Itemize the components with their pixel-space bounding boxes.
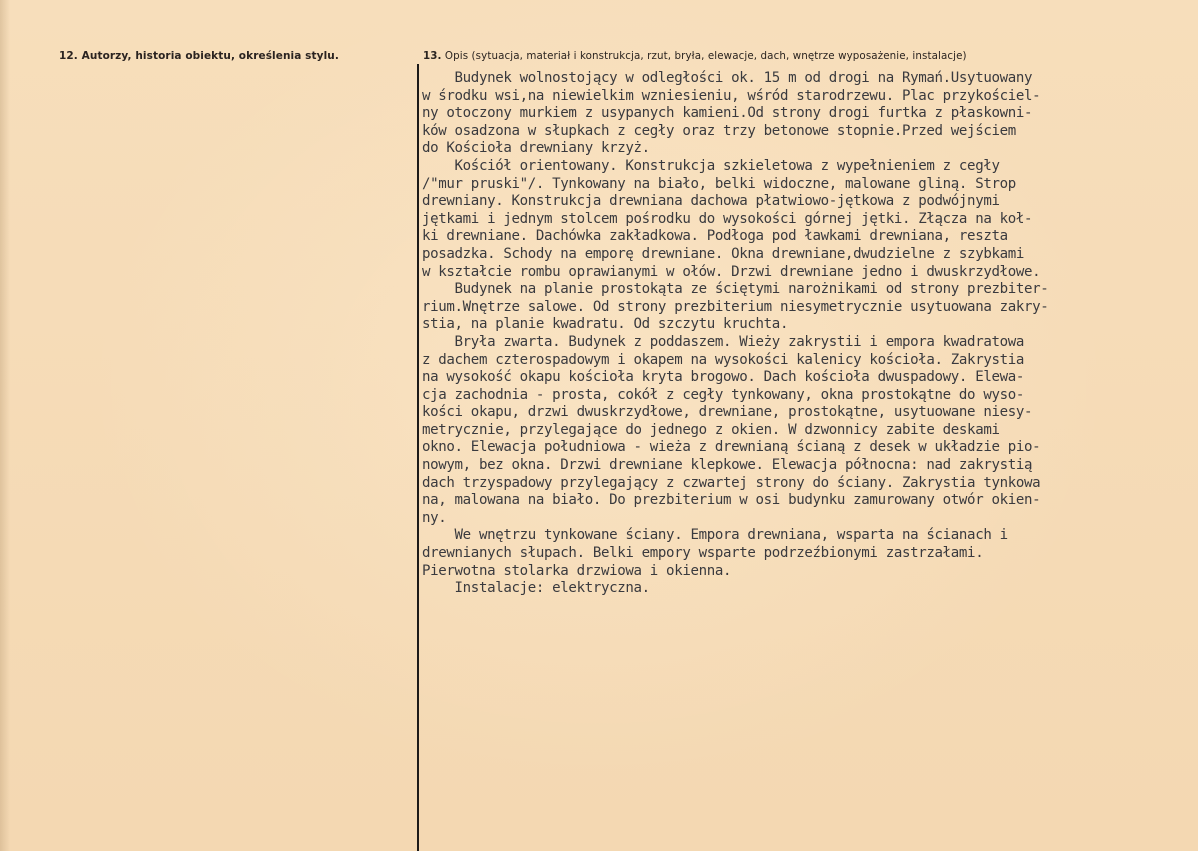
text-line: Kościół orientowany. Konstrukcja szkieletowa z wypełnieniem z cegły — [422, 157, 1000, 174]
text-line: drewnianych słupach. Belki empory wsparte podrzeźbionymi zastrzałami. — [422, 545, 984, 562]
description-text — [422, 70, 1192, 598]
section-13-number: 13. — [423, 50, 442, 62]
text-line: cja zachodnia - prosta, cokół z cegły tynkowany, okna prostokątne do wyso- — [422, 386, 1025, 403]
text-line: dach trzyspadowy przylegający z czwartej strony do ściany. Zakrystia tynkowa — [422, 474, 1041, 491]
paper-edge-shadow — [0, 0, 10, 851]
text-line: Instalacje: elektryczna. — [422, 580, 650, 597]
text-line: Budynek na planie prostokąta ze ściętymi narożnikami od strony prezbiter- — [422, 281, 1049, 298]
text-line: kości okapu, drzwi dwuskrzydłowe, drewniane, prostokątne, usytuowane niesy- — [422, 404, 1033, 421]
text-line: do Kościoła drewniany krzyż. — [422, 140, 650, 157]
text-line: drewniany. Konstrukcja drewniana dachowa płatwiowo-jętkowa z podwójnymi — [422, 193, 1000, 210]
text-line: okno. Elewacja południowa - wieża z drewnianą ścianą z desek w układzie pio- — [422, 439, 1041, 456]
text-line: na, malowana na biało. Do prezbiterium w osi budynku zamurowany otwór okien- — [422, 492, 1041, 509]
text-line: rium.Wnętrze salowe. Od strony prezbiterium niesymetrycznie usytuowana zakry- — [422, 298, 1049, 315]
text-line: metrycznie, przylegające do jednego z okien. W dzwonnicy zabite deskami — [422, 421, 1000, 438]
section-13-heading — [423, 50, 967, 62]
text-line: na wysokość okapu kościoła kryta brogowo. Dach kościoła dwuspadowy. Elewa- — [422, 369, 1025, 386]
column-divider — [417, 64, 419, 851]
text-line: w kształcie rombu oprawianymi w ołów. Drzwi drewniane jedno i dwuskrzydłowe. — [422, 263, 1041, 280]
section-12-heading: 12. Autorzy, historia obiektu, określenia stylu. — [59, 50, 339, 62]
text-line: ny otoczony murkiem z usypanych kamieni.Od strony drogi furtka z płaskowni- — [422, 105, 1033, 122]
text-line: w środku wsi,na niewielkim wzniesieniu, wśród starodrzewu. Plac przykościel- — [422, 87, 1041, 104]
text-line: posadzka. Schody na emporę drewniane. Okna drewniane,dwudzielne z szybkami — [422, 245, 1025, 262]
text-line: ków osadzona w słupkach z cegły oraz trzy betonowe stopnie.Przed wejściem — [422, 122, 1016, 139]
text-line: nowym, bez okna. Drzwi drewniane klepkowe. Elewacja północna: nad zakrystią — [422, 457, 1033, 474]
text-line: jętkami i jednym stolcem pośrodku do wysokości górnej jętki. Złącza na koł- — [422, 210, 1033, 227]
section-13-title: Opis (sytuacja, materiał i konstrukcja, rzut, bryła, elewacje, dach, wnętrze wyposażenie, instalacje) — [444, 50, 967, 62]
text-line: z dachem czterospadowym i okapem na wysokości kalenicy kościoła. Zakrystia — [422, 351, 1025, 368]
text-line: Pierwotna stolarka drzwiowa i okienna. — [422, 562, 732, 579]
text-line: Budynek wolnostojący w odległości ok. 15 m od drogi na Rymań.Usytuowany — [422, 70, 1033, 86]
text-line: /"mur pruski"/. Tynkowany na biało, belki widoczne, malowane gliną. Strop — [422, 175, 1016, 192]
text-line: Bryła zwarta. Budynek z poddaszem. Wieży zakrystii i empora kwadratowa — [422, 333, 1025, 350]
text-line: We wnętrzu tynkowane ściany. Empora drewniana, wsparta na ścianach i — [422, 527, 1008, 544]
text-line: ki drewniane. Dachówka zakładkowa. Podłoga pod ławkami drewniana, reszta — [422, 228, 1008, 245]
text-line: stia, na planie kwadratu. Od szczytu kruchta. — [422, 316, 789, 333]
text-line: ny. — [422, 509, 447, 526]
